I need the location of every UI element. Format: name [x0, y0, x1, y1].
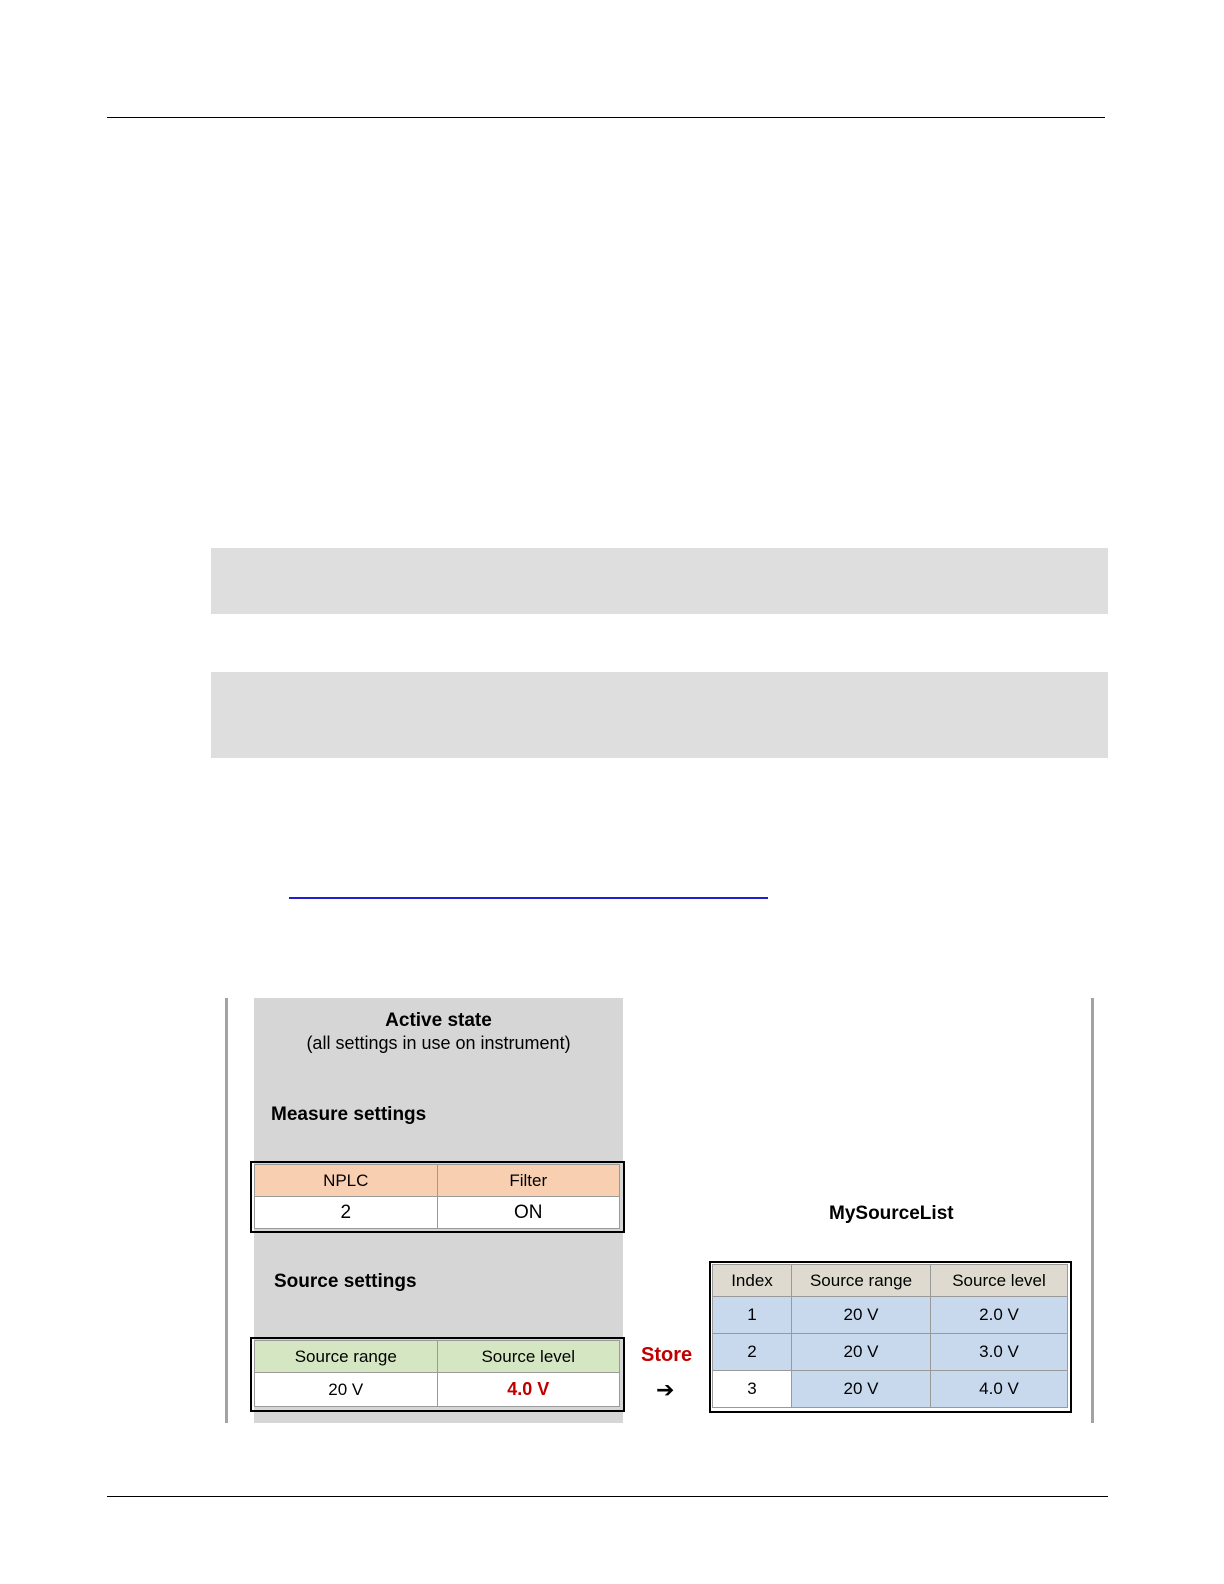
list-cell-index: 1: [713, 1297, 792, 1334]
figure-border-right: [1091, 998, 1094, 1423]
code-example-box: [211, 672, 1108, 758]
active-state-subtitle: (all settings in use on instrument): [306, 1033, 571, 1053]
measure-settings-table: [254, 1164, 620, 1229]
list-header-range: Source range: [792, 1265, 931, 1297]
measure-header-filter: Filter: [437, 1165, 620, 1197]
source-value-range: 20 V: [255, 1373, 438, 1407]
source-settings-table: [254, 1340, 620, 1407]
table-row: [713, 1371, 1068, 1408]
active-state-title: Active state: [385, 1010, 492, 1031]
source-list-title: MySourceList: [829, 1203, 954, 1224]
store-arrow-icon: ➔: [656, 1377, 675, 1402]
figure-border-left: [225, 998, 228, 1423]
source-list-table: [712, 1264, 1068, 1408]
list-cell-index: 3: [713, 1371, 792, 1408]
measure-settings-label: Measure settings: [271, 1104, 427, 1125]
store-label: Store: [641, 1344, 693, 1366]
list-cell-range: 20 V: [792, 1297, 931, 1334]
footer-rule: [107, 1496, 1108, 1497]
table-row: [713, 1334, 1068, 1371]
source-header-level: Source level: [437, 1341, 620, 1373]
measure-value-filter: ON: [437, 1197, 620, 1229]
list-cell-level: 2.0 V: [931, 1297, 1068, 1334]
list-header-level: Source level: [931, 1265, 1068, 1297]
table-row: [713, 1297, 1068, 1334]
source-value-level: 4.0 V: [437, 1373, 620, 1407]
hyperlink-underline[interactable]: [289, 897, 768, 899]
measure-header-nplc: NPLC: [255, 1165, 438, 1197]
list-cell-level: 3.0 V: [931, 1334, 1068, 1371]
source-header-range: Source range: [255, 1341, 438, 1373]
measure-value-nplc: 2: [255, 1197, 438, 1229]
code-example-box: [211, 548, 1108, 614]
list-cell-range: 20 V: [792, 1371, 931, 1408]
source-list-figure: [224, 998, 1094, 1423]
header-rule: [107, 117, 1105, 118]
list-cell-index: 2: [713, 1334, 792, 1371]
list-header-index: Index: [713, 1265, 792, 1297]
source-settings-label: Source settings: [274, 1271, 417, 1292]
list-cell-level: 4.0 V: [931, 1371, 1068, 1408]
list-cell-range: 20 V: [792, 1334, 931, 1371]
